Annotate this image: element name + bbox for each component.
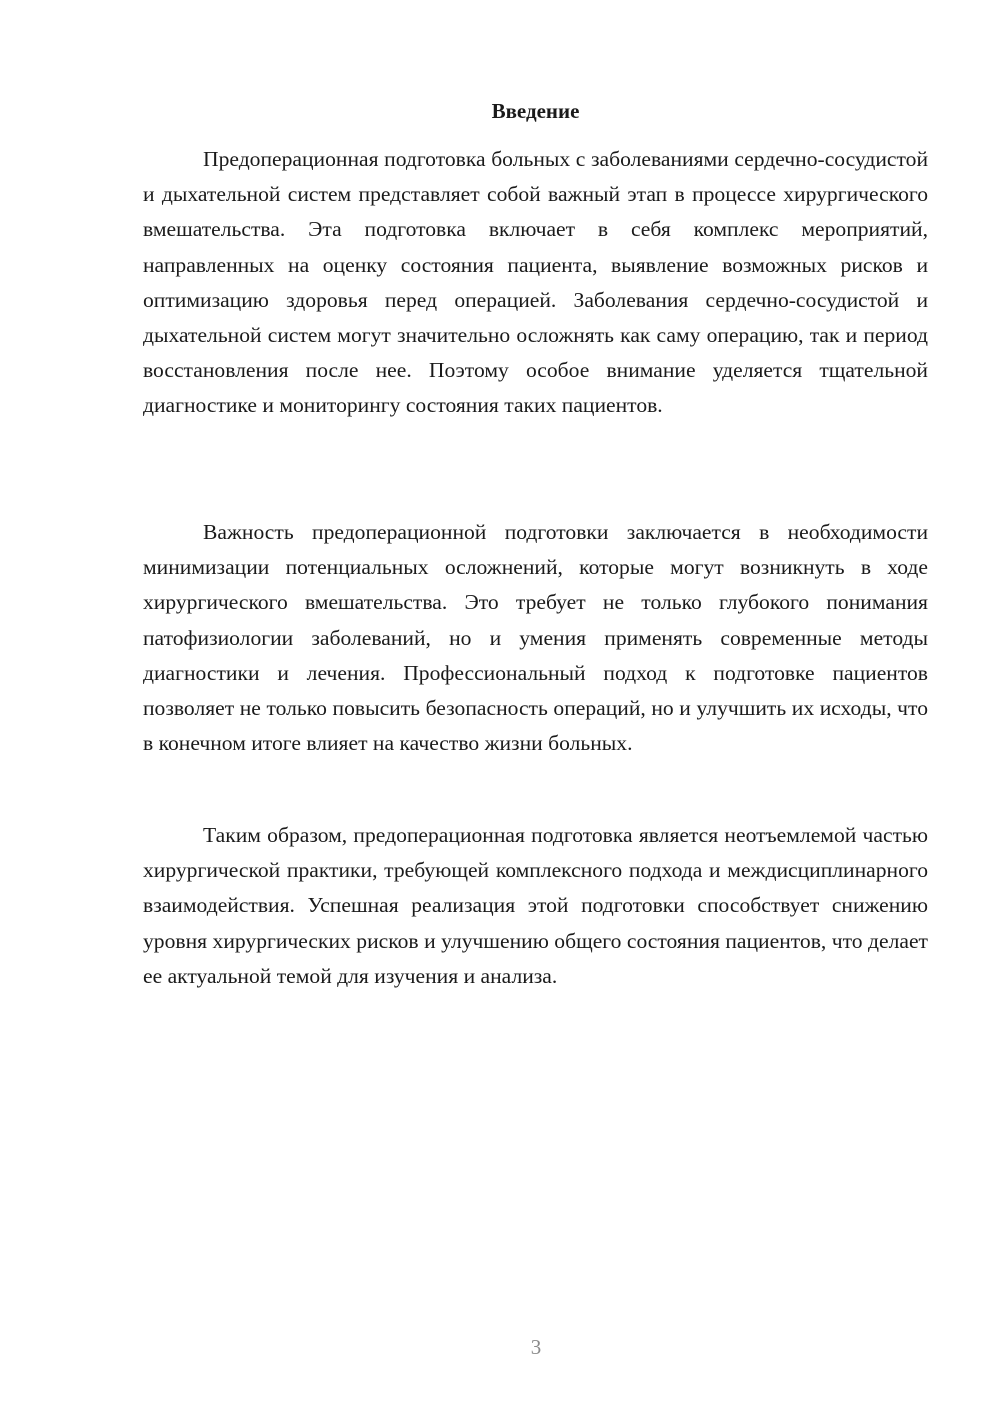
paragraph-1: Предоперационная подготовка больных с заболеваниями сердечно-сосудистой и дыхательной систем представляет собой важный этап в процессе хирургического вмешательства. Эта подготовка включает в себя комплекс мероприятий, направленных на оценку состояния пациента, выявление возможных рисков и оптимизацию здоровья перед операцией. Заболевания сердечно-сосудистой и дыхательной систем могут значительно осложнять как саму операцию, так и период восстановления после нее. Поэтому особое внимание уделяется тщательной диагностике и мониторингу состояния таких пациентов.	[143, 147, 928, 418]
paragraph-3: Таким образом, предоперационная подготовка является неотъемлемой частью хирургической практики, требующей комплексного подхода и междисциплинарного взаимодействия. Успешная реализация этой подготовки способствует снижению уровня хирургических рисков и улучшению общего состояния пациентов, что делает ее актуальной темой для изучения и анализа.	[143, 823, 928, 988]
page-number: 3	[530, 1335, 542, 1359]
section-title: Введение	[491, 99, 580, 123]
paragraph-2: Важность предоперационной подготовки заключается в необходимости минимизации потенциальных осложнений, которые могут возникнуть в ходе хирургического вмешательства. Это требует не только глубокого понимания патофизиологии заболеваний, но и умения применять современные методы диагностики и лечения. Профессиональный подход к подготовке пациентов позволяет не только повысить безопасность операций, но и улучшить их исходы, что в конечном итоге влияет на качество жизни больных.	[143, 520, 928, 756]
